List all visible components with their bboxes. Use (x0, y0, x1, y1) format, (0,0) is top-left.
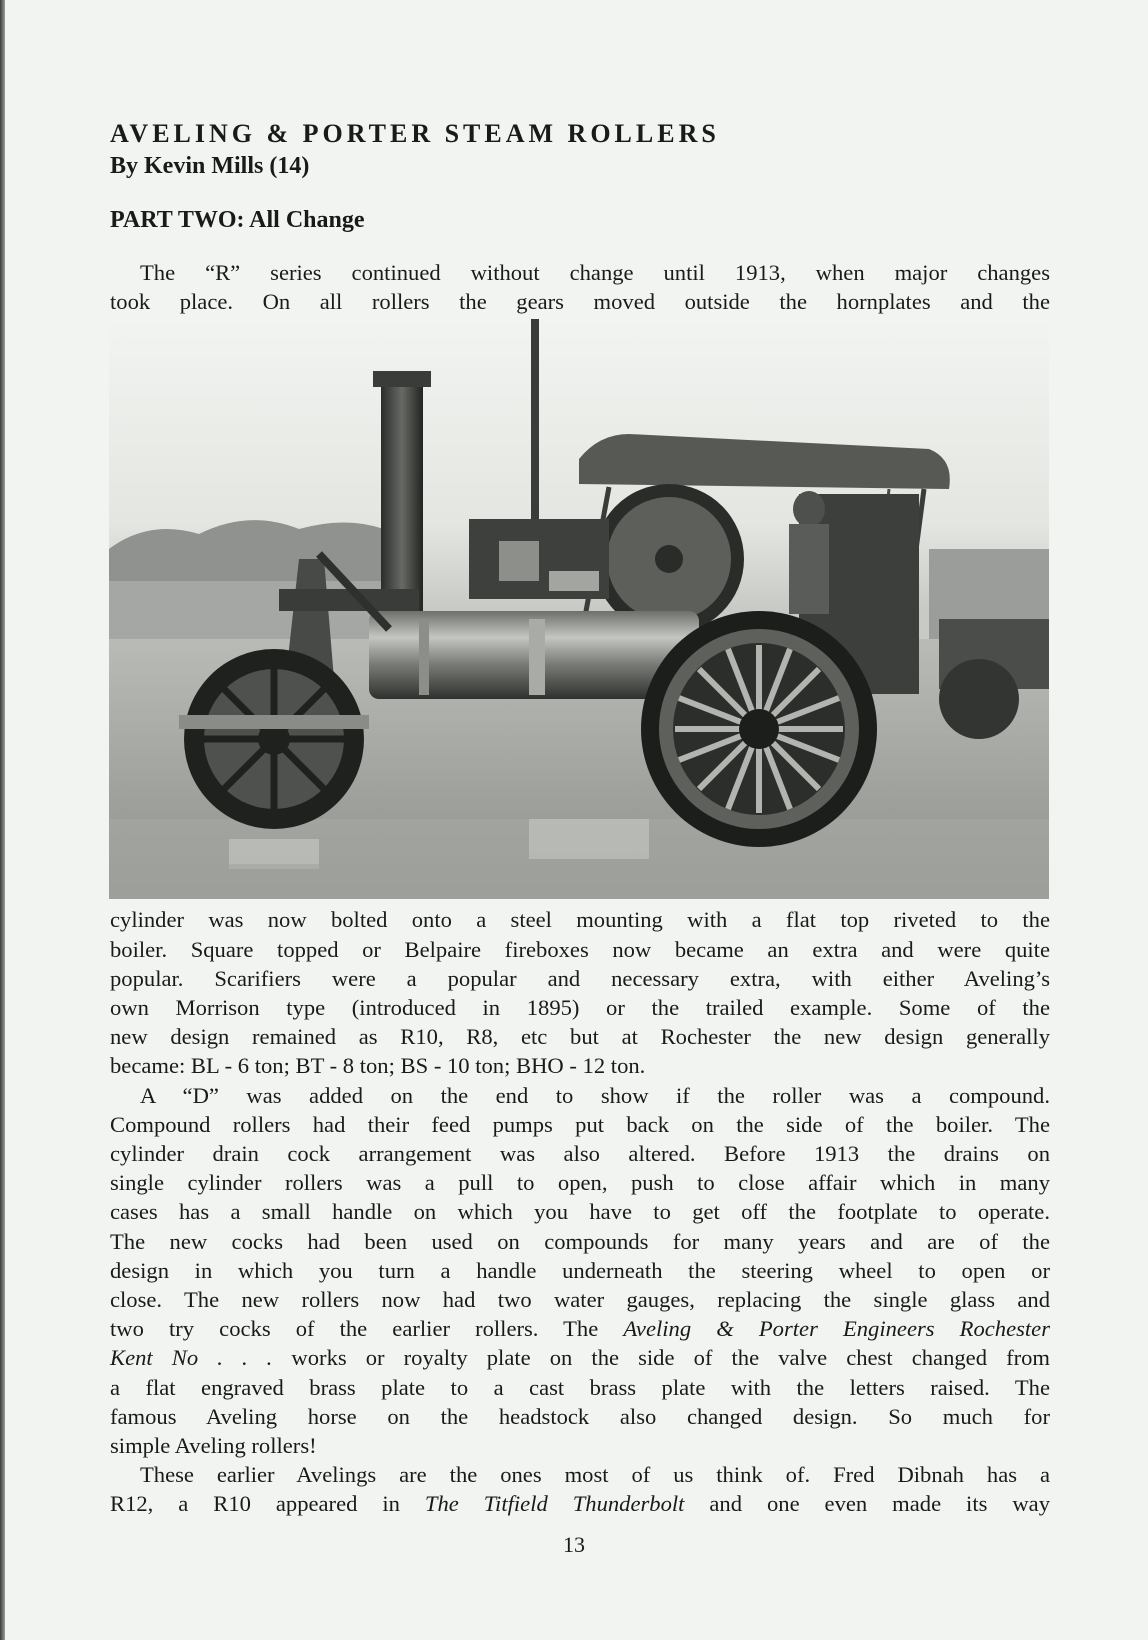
text-run: works or royalty plate on the side of the valve chest changed from (272, 1345, 1050, 1371)
text-line: simple Aveling rollers! (110, 1433, 317, 1459)
text-line: A “D” was added on the end to show if the roller was a compound. (140, 1082, 1050, 1108)
plate-inscription-italic: Aveling & Porter Engineers Rochester (623, 1316, 1050, 1342)
paragraph-compound (110, 1081, 1050, 1461)
text-run: and one even made its way (684, 1491, 1050, 1517)
text-line: Compound rollers had their feed pumps put back on the side of the boiler. The (110, 1111, 1050, 1137)
text-line: famous Aveling horse on the headstock also changed design. So much for (110, 1403, 1050, 1429)
text-line: new design remained as R10, R8, etc but at Rochester the new design generally (110, 1024, 1050, 1050)
text-line: a flat engraved brass plate to a cast brass plate with the letters raised. The (110, 1374, 1050, 1400)
film-title-italic: The Titfield Thunderbolt (424, 1491, 685, 1517)
paragraph-intro (110, 258, 1050, 316)
plate-inscription-italic: Kent No . . . (110, 1345, 273, 1371)
text-line: These earlier Avelings are the ones most of us think of. Fred Dibnah has a (140, 1462, 1050, 1488)
text-line: cases has a small handle on which you have to get off the footplate to operate. (110, 1199, 1050, 1225)
text-run: R12, a R10 appeared in (110, 1491, 425, 1517)
article-byline: By Kevin Mills (14) (110, 153, 310, 179)
page-left-edge-shadow (0, 0, 5, 1640)
article-title: AVELING & PORTER STEAM ROLLERS (110, 119, 720, 148)
steam-roller-photograph (109, 319, 1049, 899)
text-line: design in which you turn a handle underneath the steering wheel to open or (110, 1257, 1050, 1283)
paragraph-earlier-avelings (110, 1460, 1050, 1518)
paragraph-intro-continued (110, 905, 1050, 1080)
text-line: cylinder was now bolted onto a steel mounting with a flat top riveted to the (110, 907, 1050, 933)
text-line: own Morrison type (introduced in 1895) or the trailed example. Some of the (110, 995, 1050, 1021)
text-line: single cylinder rollers was a pull to open, push to close affair which in many (110, 1170, 1050, 1196)
page-number: 13 (563, 1532, 585, 1557)
text-line: popular. Scarifiers were a popular and necessary extra, with either Aveling’s (110, 965, 1050, 991)
text-line: cylinder drain cock arrangement was also altered. Before 1913 the drains on (110, 1141, 1050, 1167)
text-line: boiler. Square topped or Belpaire fireboxes now became an extra and were quite (110, 936, 1050, 962)
text-line: The “R” series continued without change until 1913, when major changes (140, 260, 1050, 285)
text-run: two try cocks of the earlier rollers. The (110, 1316, 624, 1342)
section-heading: PART TWO: All Change (110, 207, 365, 233)
text-line: close. The new rollers now had two water gauges, replacing the single glass and (110, 1287, 1050, 1313)
article (110, 118, 1050, 1519)
text-line (110, 1314, 1050, 1343)
photo-illustration (109, 319, 1049, 899)
text-line: took place. On all rollers the gears moved outside the hornplates and the (110, 289, 1050, 315)
text-line: became: BL - 6 ton; BT - 8 ton; BS - 10 ton; BHO - 12 ton. (110, 1053, 646, 1079)
text-line (110, 1489, 1050, 1518)
text-line: The new cocks had been used on compounds for many years and are of the (110, 1228, 1050, 1254)
text-line (110, 1343, 1050, 1372)
